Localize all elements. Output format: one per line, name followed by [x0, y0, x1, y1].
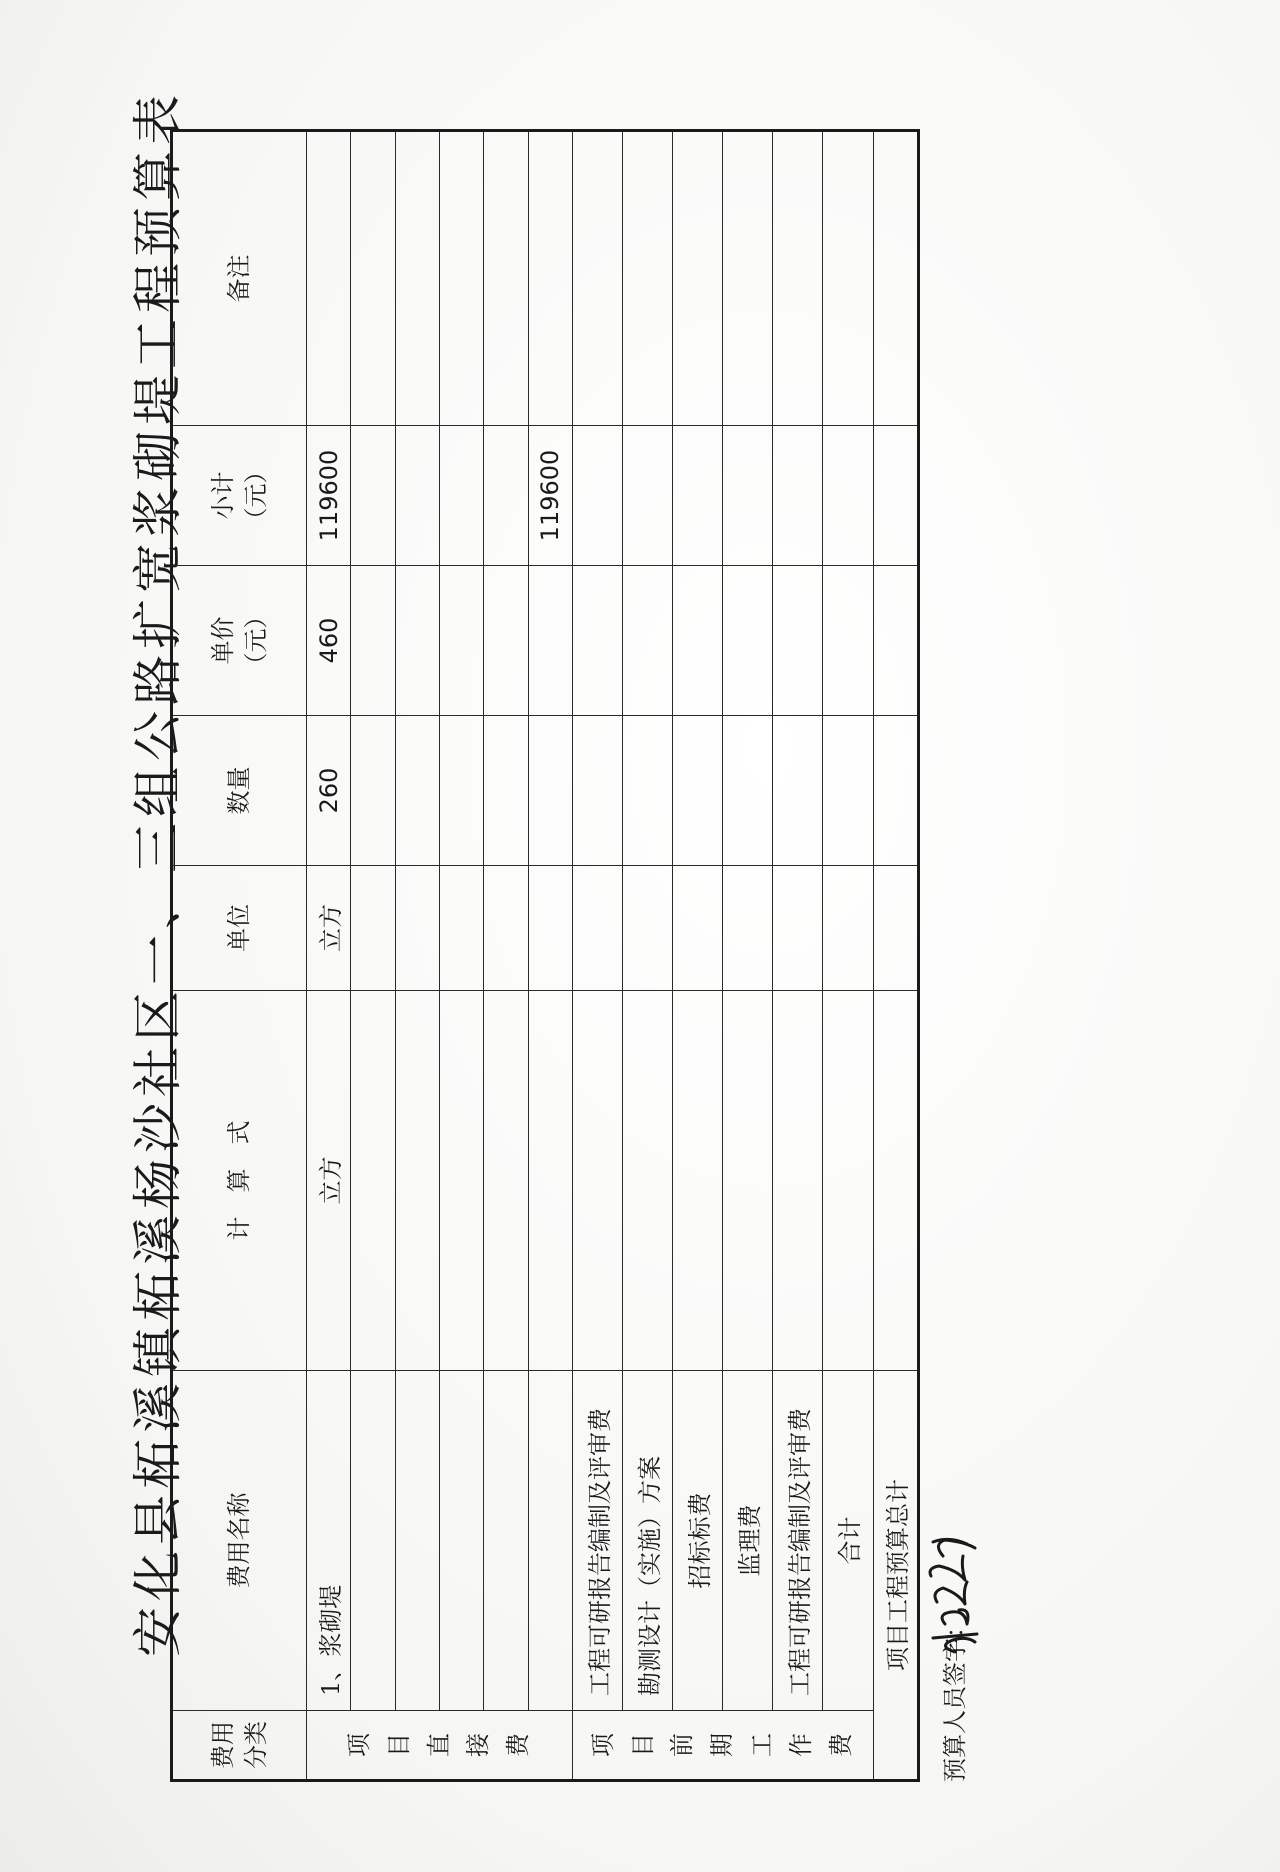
cell-subtotal: [823, 426, 873, 566]
budget-table: [170, 129, 920, 1782]
cell-quantity: [484, 716, 528, 866]
cell-unit-price: [773, 566, 823, 716]
cell-unit-price: [439, 566, 483, 716]
cell-unit: 立方: [307, 866, 351, 991]
cell-name: 工程可研报告编制及评审费: [572, 1371, 622, 1711]
cell-formula: [723, 991, 773, 1371]
category-preliminary-cost: 项 目 前 期 工 作 费: [572, 1711, 873, 1781]
cell-unit: [673, 866, 723, 991]
table-row: [528, 131, 572, 1781]
cell-formula: [484, 991, 528, 1371]
cell-subtotal: [673, 426, 723, 566]
header-name: 费用名称: [172, 1371, 307, 1711]
cell-quantity: [439, 716, 483, 866]
cell-remarks: [622, 131, 672, 426]
cell-formula: [673, 991, 723, 1371]
cell-remarks: [528, 131, 572, 426]
cell-name: 勘测设计（实施）方案: [622, 1371, 672, 1711]
table-row: [395, 131, 439, 1781]
cell-subtotal: [395, 426, 439, 566]
cell-subtotal: [873, 426, 918, 566]
cell-name: [439, 1371, 483, 1711]
header-quantity: 数量: [172, 716, 307, 866]
cell-unit: [823, 866, 873, 991]
table-header-row: [172, 131, 307, 1781]
cell-quantity: [823, 716, 873, 866]
cell-name: 监理费: [723, 1371, 773, 1711]
table-row: [673, 131, 723, 1781]
cell-name: 合计: [823, 1371, 873, 1711]
cell-name: [395, 1371, 439, 1711]
total-label: 项目工程预算总计: [873, 1371, 918, 1781]
header-unit: 单位: [172, 866, 307, 991]
cell-remarks: [484, 131, 528, 426]
cell-quantity: [773, 716, 823, 866]
header-formula: 计 算 式: [172, 991, 307, 1371]
signature-label: 预算人员签字：: [941, 1614, 969, 1782]
cell-subtotal: [484, 426, 528, 566]
cell-name: 1、浆砌堤: [307, 1371, 351, 1711]
cell-remarks: [823, 131, 873, 426]
cell-subtotal: [572, 426, 622, 566]
table-row: [351, 131, 395, 1781]
cell-unit: [873, 866, 918, 991]
cell-name: [528, 1371, 572, 1711]
table-row: [773, 131, 823, 1781]
cell-subtotal: [622, 426, 672, 566]
header-category: 费用 分类: [172, 1711, 307, 1781]
cell-unit-price: [823, 566, 873, 716]
cell-unit-price: [622, 566, 672, 716]
cell-formula: 立方: [307, 991, 351, 1371]
cell-unit: [439, 866, 483, 991]
cell-name: [484, 1371, 528, 1711]
cell-unit-price: [484, 566, 528, 716]
cell-quantity: [351, 716, 395, 866]
cell-unit: [395, 866, 439, 991]
table-row: [823, 131, 873, 1781]
cell-quantity: [673, 716, 723, 866]
table-row: [439, 131, 483, 1781]
cell-quantity: [528, 716, 572, 866]
cell-unit-price: [351, 566, 395, 716]
cell-formula: [622, 991, 672, 1371]
cell-remarks: [873, 131, 918, 426]
cell-name: 招标标费: [673, 1371, 723, 1711]
cell-subtotal: 119600: [528, 426, 572, 566]
table-row: [622, 131, 672, 1781]
table-row-total: [873, 131, 918, 1781]
cell-remarks: [773, 131, 823, 426]
table-row: [484, 131, 528, 1781]
cell-quantity: 260: [307, 716, 351, 866]
cell-unit: [723, 866, 773, 991]
cell-unit: [351, 866, 395, 991]
cell-formula: [395, 991, 439, 1371]
cell-remarks: [572, 131, 622, 426]
cell-quantity: [873, 716, 918, 866]
cell-formula: [823, 991, 873, 1371]
cell-unit-price: 460: [307, 566, 351, 716]
cell-quantity: [622, 716, 672, 866]
document-title: 安化县柘溪镇柘溪杨沙社区一、三组公路扩宽浆砌堤工程预算表: [129, 89, 187, 1657]
cell-formula: [439, 991, 483, 1371]
cell-unit-price: [873, 566, 918, 716]
cell-remarks: [351, 131, 395, 426]
cell-subtotal: [439, 426, 483, 566]
header-remarks: 备注: [172, 131, 307, 426]
cell-unit: [572, 866, 622, 991]
cell-quantity: [572, 716, 622, 866]
cell-unit-price: [673, 566, 723, 716]
cell-unit-price: [395, 566, 439, 716]
header-unit-price: 单价 （元）: [172, 566, 307, 716]
cell-quantity: [395, 716, 439, 866]
cell-name: 工程可研报告编制及评审费: [773, 1371, 823, 1711]
table-row: [307, 131, 351, 1781]
cell-unit-price: [528, 566, 572, 716]
cell-unit: [773, 866, 823, 991]
cell-name: [351, 1371, 395, 1711]
cell-quantity: [723, 716, 773, 866]
cell-unit: [528, 866, 572, 991]
cell-formula: [873, 991, 918, 1371]
cell-unit-price: [723, 566, 773, 716]
cell-unit: [484, 866, 528, 991]
cell-unit-price: [572, 566, 622, 716]
cell-formula: [528, 991, 572, 1371]
category-direct-cost: 项 目 直 接 费: [307, 1711, 573, 1781]
table-row: [723, 131, 773, 1781]
cell-remarks: [439, 131, 483, 426]
cell-formula: [351, 991, 395, 1371]
cell-remarks: [395, 131, 439, 426]
cell-subtotal: [723, 426, 773, 566]
cell-subtotal: [773, 426, 823, 566]
table-row: [572, 131, 622, 1781]
cell-remarks: [307, 131, 351, 426]
cell-unit: [622, 866, 672, 991]
handwritten-signature: [915, 1510, 985, 1660]
cell-remarks: [673, 131, 723, 426]
header-subtotal: 小计 （元）: [172, 426, 307, 566]
cell-formula: [572, 991, 622, 1371]
cell-subtotal: [351, 426, 395, 566]
cell-remarks: [723, 131, 773, 426]
cell-subtotal: 119600: [307, 426, 351, 566]
cell-formula: [773, 991, 823, 1371]
